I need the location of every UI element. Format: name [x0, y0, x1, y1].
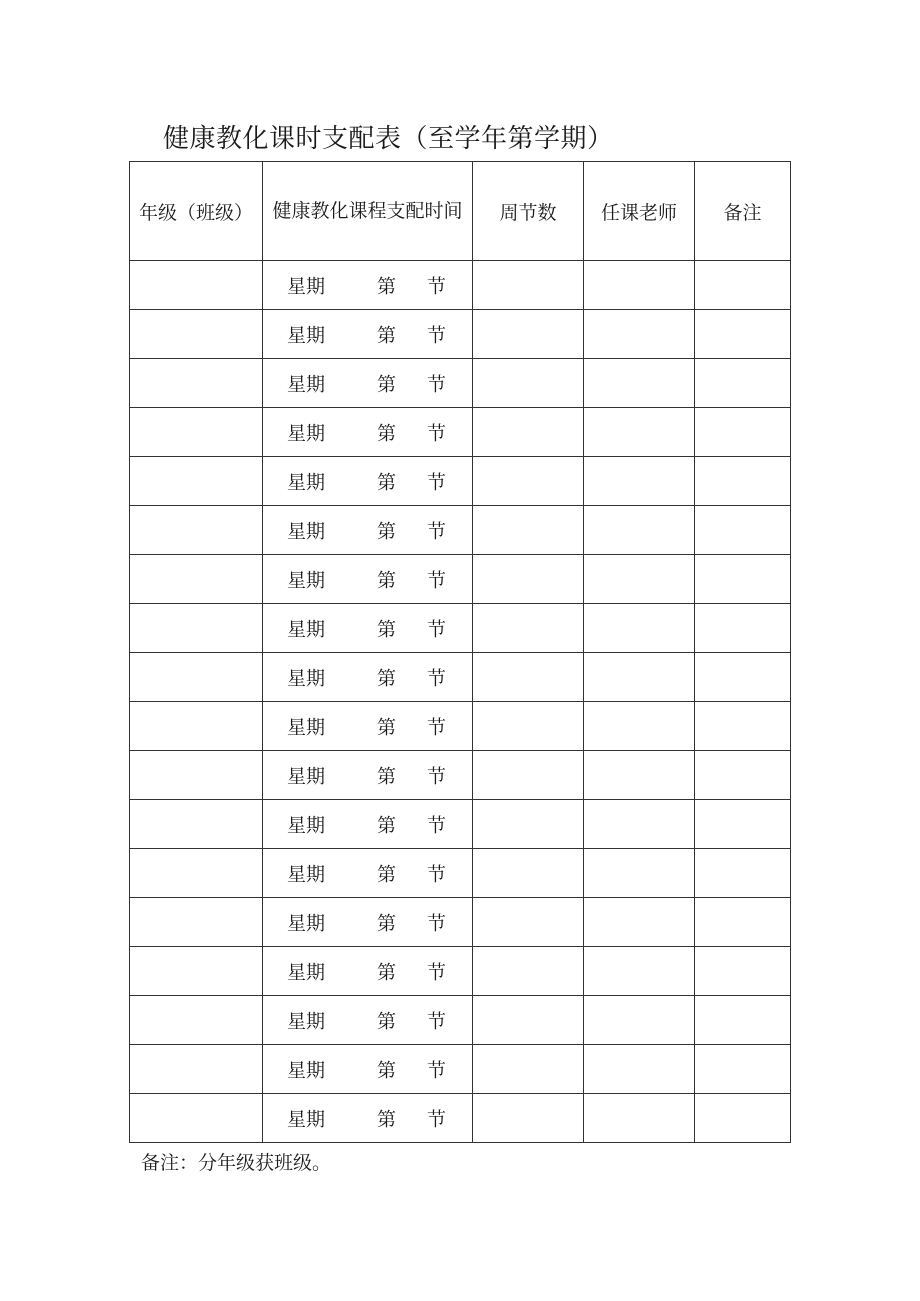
grade-cell[interactable] — [130, 898, 263, 947]
table-row — [130, 359, 791, 408]
weekly-count-cell[interactable] — [473, 653, 584, 702]
teacher-cell[interactable] — [584, 898, 695, 947]
table-row — [130, 996, 791, 1045]
table-row — [130, 457, 791, 506]
remark-cell[interactable] — [695, 457, 791, 506]
remark-cell[interactable] — [695, 261, 791, 310]
time-cell[interactable] — [263, 261, 473, 310]
nth-label: 第 — [377, 1010, 397, 1033]
nth-label: 第 — [377, 422, 397, 445]
weekday-label: 星期 — [287, 422, 326, 445]
grade-cell[interactable] — [130, 555, 263, 604]
weekly-count-cell[interactable] — [473, 751, 584, 800]
table-row — [130, 702, 791, 751]
weekly-count-cell[interactable] — [473, 408, 584, 457]
teacher-cell[interactable] — [584, 751, 695, 800]
teacher-cell[interactable] — [584, 408, 695, 457]
weekday-label: 星期 — [287, 716, 326, 739]
teacher-cell[interactable] — [584, 604, 695, 653]
time-cell[interactable] — [263, 653, 473, 702]
nth-label: 第 — [377, 569, 397, 592]
nth-label: 第 — [377, 1059, 397, 1082]
table-row — [130, 604, 791, 653]
teacher-cell[interactable] — [584, 261, 695, 310]
grade-cell[interactable] — [130, 653, 263, 702]
weekly-count-cell[interactable] — [473, 849, 584, 898]
teacher-cell[interactable] — [584, 359, 695, 408]
remark-cell[interactable] — [695, 751, 791, 800]
weekly-count-cell[interactable] — [473, 800, 584, 849]
header-teacher: 任课老师 — [584, 162, 695, 261]
time-cell[interactable] — [263, 898, 473, 947]
weekly-count-cell[interactable] — [473, 898, 584, 947]
nth-label: 第 — [377, 520, 397, 543]
time-cell[interactable] — [263, 457, 473, 506]
remark-cell[interactable] — [695, 555, 791, 604]
remark-cell[interactable] — [695, 1045, 791, 1094]
nth-label: 第 — [377, 765, 397, 788]
teacher-cell[interactable] — [584, 1045, 695, 1094]
remark-cell[interactable] — [695, 996, 791, 1045]
remark-cell[interactable] — [695, 408, 791, 457]
remark-cell[interactable] — [695, 604, 791, 653]
grade-cell[interactable] — [130, 800, 263, 849]
weekly-count-cell[interactable] — [473, 947, 584, 996]
teacher-cell[interactable] — [584, 947, 695, 996]
grade-cell[interactable] — [130, 702, 263, 751]
teacher-cell[interactable] — [584, 996, 695, 1045]
grade-cell[interactable] — [130, 359, 263, 408]
teacher-cell[interactable] — [584, 506, 695, 555]
grade-cell[interactable] — [130, 947, 263, 996]
weekday-label: 星期 — [287, 373, 326, 396]
weekday-label: 星期 — [287, 520, 326, 543]
weekly-count-cell[interactable] — [473, 1094, 584, 1143]
nth-label: 第 — [377, 912, 397, 935]
time-cell[interactable] — [263, 1045, 473, 1094]
remark-cell[interactable] — [695, 1094, 791, 1143]
section-label: 节 — [427, 1059, 447, 1082]
grade-cell[interactable] — [130, 1094, 263, 1143]
time-cell[interactable] — [263, 359, 473, 408]
teacher-cell[interactable] — [584, 653, 695, 702]
nth-label: 第 — [377, 716, 397, 739]
weekday-label: 星期 — [287, 569, 326, 592]
header-weekly-count: 周节数 — [473, 162, 584, 261]
section-label: 节 — [427, 275, 447, 298]
weekly-count-cell[interactable] — [473, 1045, 584, 1094]
header-time: 健康教化课程支配时间 — [263, 162, 473, 261]
table-row — [130, 898, 791, 947]
weekday-label: 星期 — [287, 618, 326, 641]
remark-cell[interactable] — [695, 947, 791, 996]
time-cell[interactable] — [263, 800, 473, 849]
nth-label: 第 — [377, 373, 397, 396]
weekly-count-cell[interactable] — [473, 996, 584, 1045]
weekly-count-cell[interactable] — [473, 310, 584, 359]
teacher-cell[interactable] — [584, 1094, 695, 1143]
time-cell[interactable] — [263, 604, 473, 653]
weekly-count-cell[interactable] — [473, 506, 584, 555]
nth-label: 第 — [377, 863, 397, 886]
header-row — [130, 162, 791, 261]
grade-cell[interactable] — [130, 457, 263, 506]
time-cell[interactable] — [263, 506, 473, 555]
weekday-label: 星期 — [287, 863, 326, 886]
section-label: 节 — [427, 716, 447, 739]
section-label: 节 — [427, 618, 447, 641]
weekly-count-cell[interactable] — [473, 555, 584, 604]
remark-cell[interactable] — [695, 898, 791, 947]
section-label: 节 — [427, 667, 447, 690]
remark-cell[interactable] — [695, 653, 791, 702]
table-row — [130, 261, 791, 310]
grade-cell[interactable] — [130, 604, 263, 653]
weekday-label: 星期 — [287, 1010, 326, 1033]
nth-label: 第 — [377, 618, 397, 641]
weekly-count-cell[interactable] — [473, 702, 584, 751]
time-cell[interactable] — [263, 996, 473, 1045]
nth-label: 第 — [377, 814, 397, 837]
table-row — [130, 800, 791, 849]
nth-label: 第 — [377, 961, 397, 984]
table-row — [130, 310, 791, 359]
weekday-label: 星期 — [287, 814, 326, 837]
grade-cell[interactable] — [130, 1045, 263, 1094]
time-cell[interactable] — [263, 751, 473, 800]
table-row — [130, 947, 791, 996]
weekday-label: 星期 — [287, 324, 326, 347]
teacher-cell[interactable] — [584, 702, 695, 751]
time-cell[interactable] — [263, 849, 473, 898]
section-label: 节 — [427, 765, 447, 788]
grade-cell[interactable] — [130, 996, 263, 1045]
weekday-label: 星期 — [287, 275, 326, 298]
remark-cell[interactable] — [695, 310, 791, 359]
time-cell[interactable] — [263, 947, 473, 996]
table-row — [130, 1045, 791, 1094]
table-row — [130, 506, 791, 555]
section-label: 节 — [427, 912, 447, 935]
section-label: 节 — [427, 422, 447, 445]
nth-label: 第 — [377, 471, 397, 494]
grade-cell[interactable] — [130, 310, 263, 359]
time-cell[interactable] — [263, 310, 473, 359]
remark-cell[interactable] — [695, 800, 791, 849]
grade-cell[interactable] — [130, 261, 263, 310]
table-row — [130, 1094, 791, 1143]
header-grade: 年级（班级） — [130, 162, 263, 261]
teacher-cell[interactable] — [584, 457, 695, 506]
section-label: 节 — [427, 814, 447, 837]
weekly-count-cell[interactable] — [473, 604, 584, 653]
section-label: 节 — [427, 1010, 447, 1033]
section-label: 节 — [427, 373, 447, 396]
grade-cell[interactable] — [130, 849, 263, 898]
section-label: 节 — [427, 569, 447, 592]
weekday-label: 星期 — [287, 1108, 326, 1131]
page-title: 健康教化课时支配表（至学年第学期） — [163, 124, 614, 154]
weekday-label: 星期 — [287, 471, 326, 494]
table-row — [130, 751, 791, 800]
header-remark: 备注 — [695, 162, 791, 261]
table-row — [130, 653, 791, 702]
grade-cell[interactable] — [130, 408, 263, 457]
section-label: 节 — [427, 961, 447, 984]
remark-cell[interactable] — [695, 359, 791, 408]
section-label: 节 — [427, 324, 447, 347]
schedule-table — [129, 161, 791, 1143]
nth-label: 第 — [377, 667, 397, 690]
footnote: 备注：分年级获班级。 — [141, 1152, 332, 1174]
time-cell[interactable] — [263, 1094, 473, 1143]
section-label: 节 — [427, 471, 447, 494]
remark-cell[interactable] — [695, 849, 791, 898]
time-cell[interactable] — [263, 408, 473, 457]
teacher-cell[interactable] — [584, 849, 695, 898]
time-cell[interactable] — [263, 555, 473, 604]
weekly-count-cell[interactable] — [473, 457, 584, 506]
weekly-count-cell[interactable] — [473, 359, 584, 408]
section-label: 节 — [427, 863, 447, 886]
remark-cell[interactable] — [695, 506, 791, 555]
weekday-label: 星期 — [287, 667, 326, 690]
weekday-label: 星期 — [287, 961, 326, 984]
remark-cell[interactable] — [695, 702, 791, 751]
weekday-label: 星期 — [287, 765, 326, 788]
nth-label: 第 — [377, 275, 397, 298]
nth-label: 第 — [377, 1108, 397, 1131]
time-cell[interactable] — [263, 702, 473, 751]
teacher-cell[interactable] — [584, 555, 695, 604]
table-row — [130, 849, 791, 898]
weekday-label: 星期 — [287, 1059, 326, 1082]
table-row — [130, 555, 791, 604]
nth-label: 第 — [377, 324, 397, 347]
teacher-cell[interactable] — [584, 310, 695, 359]
grade-cell[interactable] — [130, 751, 263, 800]
section-label: 节 — [427, 520, 447, 543]
grade-cell[interactable] — [130, 506, 263, 555]
teacher-cell[interactable] — [584, 800, 695, 849]
table-row — [130, 408, 791, 457]
weekly-count-cell[interactable] — [473, 261, 584, 310]
section-label: 节 — [427, 1108, 447, 1131]
weekday-label: 星期 — [287, 912, 326, 935]
